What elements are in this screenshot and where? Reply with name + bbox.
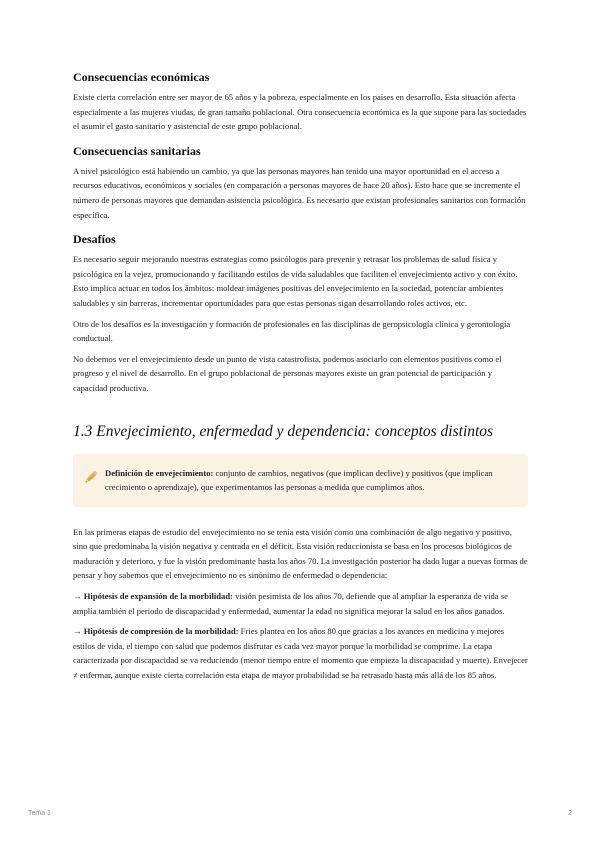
definition-body: conjunto de cambios, negativos (que implican declive) y positivos (que implican crecimiento o aprendizaje), que experimentamos las personas a medida que cumplimos años. bbox=[105, 467, 493, 493]
hypothesis-compression bbox=[73, 624, 528, 682]
arrow-icon: → bbox=[73, 591, 84, 602]
section-health bbox=[73, 144, 528, 222]
page-footer bbox=[28, 810, 572, 817]
section-economic bbox=[73, 70, 528, 134]
hypothesis-text: Fries plantea en los años 80 que gracias a los avances en medicina y mejores estilos de vida, el tiempo con salud que podemos disfrutar es cada vez mayor porque la morbilidad se comprime. La etapa caracterizada por discapacidad se va reduciendo (menor tiempo entre el momento que empieza la discapacidad y muerte). Envejecer ≠ enfermar, aunque existe cierta correlación esta etapa de mayor probabilidad se ha retrasado hasta más allá de los 85 años. bbox=[73, 626, 528, 681]
section-heading: Consecuencias sanitarias bbox=[73, 143, 201, 158]
page-content bbox=[73, 70, 528, 689]
footer-chapter: Tema 1 bbox=[28, 810, 51, 817]
definition-text bbox=[105, 466, 514, 495]
section-heading: Desafíos bbox=[73, 232, 116, 247]
section-title: 1.3 Envejecimiento, enfermedad y dependencia: conceptos distintos bbox=[73, 422, 494, 440]
pencil-icon bbox=[83, 467, 105, 490]
hypothesis-term: Hipótesis de compresión de la morbilidad: bbox=[83, 626, 239, 637]
paragraph: Es necesario seguir mejorando nuestras estrategias como psicólogos para prevenir y retrasar los problemas de salud física y psicológica en la vejez, promocionando y facilitando estilos de vida saludables que faciliten el envejecimiento activo y con éxito. Esto implica actuar en todos los ámbitos: moldear imágenes positivas del envejecimiento en la sociedad, potenciar ambientes saludables y sin barreras, incrementar oportunidades para que estas personas sigan desarrollando roles activos, etc. bbox=[73, 254, 518, 308]
definition-note bbox=[73, 454, 528, 507]
paragraph: Existe cierta correlación entre ser mayor de 65 años y la pobreza, especialmente en los países en desarrollo. Esta situación afecta especialmente a las mujeres viudas, de gran tamaño poblacional. Otra consecuencia económica es la que supone para las sociedades el asumir el gasto sanitario y asistencial de este grupo poblacional. bbox=[73, 92, 527, 132]
hypothesis-term: Hipótesis de expansión de la morbilidad: bbox=[83, 591, 233, 602]
paragraph: No debemos ver el envejecimiento desde un punto de vista catastrofista, podemos asociarlo con elementos positivos como el progreso y el nivel de desarrollo. En el grupo poblacional de personas mayores existe un gran potencial de participación y capacidad productiva. bbox=[73, 353, 502, 393]
paragraph: A nivel psicológico está habiendo un cambio, ya que las personas mayores han tenido una mayor oportunidad en el acceso a recursos educativos, económicos y sociales (en comparación a personas mayores de hace 20 años). Esto hace que se incremente el número de personas mayores que demandan asistencia psicológica. Es necesario que existan profesionales sanitarios con formación específica. bbox=[73, 165, 526, 220]
page-number: 2 bbox=[568, 810, 572, 817]
arrow-icon: → bbox=[73, 626, 84, 637]
intro-paragraph: En las primeras etapas de estudio del envejecimiento no se tenía esta visión como una combinación de algo negativo y positivo, sino que predominaba la visión negativa y centrada en el déficit. Esta visión reduccionista se basa en los procesos biológicos de maduración y deterioro, y fue la visión predominante hasta los años 70. La investigación posterior ha dado lugar a nuevas formas de pensar y hoy sabemos que el envejecimiento no es sinónimo de enfermedad o dependencia: bbox=[73, 526, 528, 581]
hypothesis-expansion bbox=[73, 589, 528, 618]
section-heading: Consecuencias económicas bbox=[73, 70, 210, 84]
definition-term: Definición de envejecimiento: bbox=[105, 467, 214, 478]
section-challenges bbox=[73, 232, 528, 395]
paragraph: Otro de los desafíos es la investigación y formación de profesionales en las disciplinas de geropsicología clínica y gerontología conductual. bbox=[73, 318, 511, 344]
hypothesis-text: visión pesimista de los años 70, defiende que al ampliar la esperanza de vida se amplía también el periodo de discapacidad y enfermedad, aumentar la edad no significa mejorar la salud en los años ganados. bbox=[73, 591, 508, 616]
